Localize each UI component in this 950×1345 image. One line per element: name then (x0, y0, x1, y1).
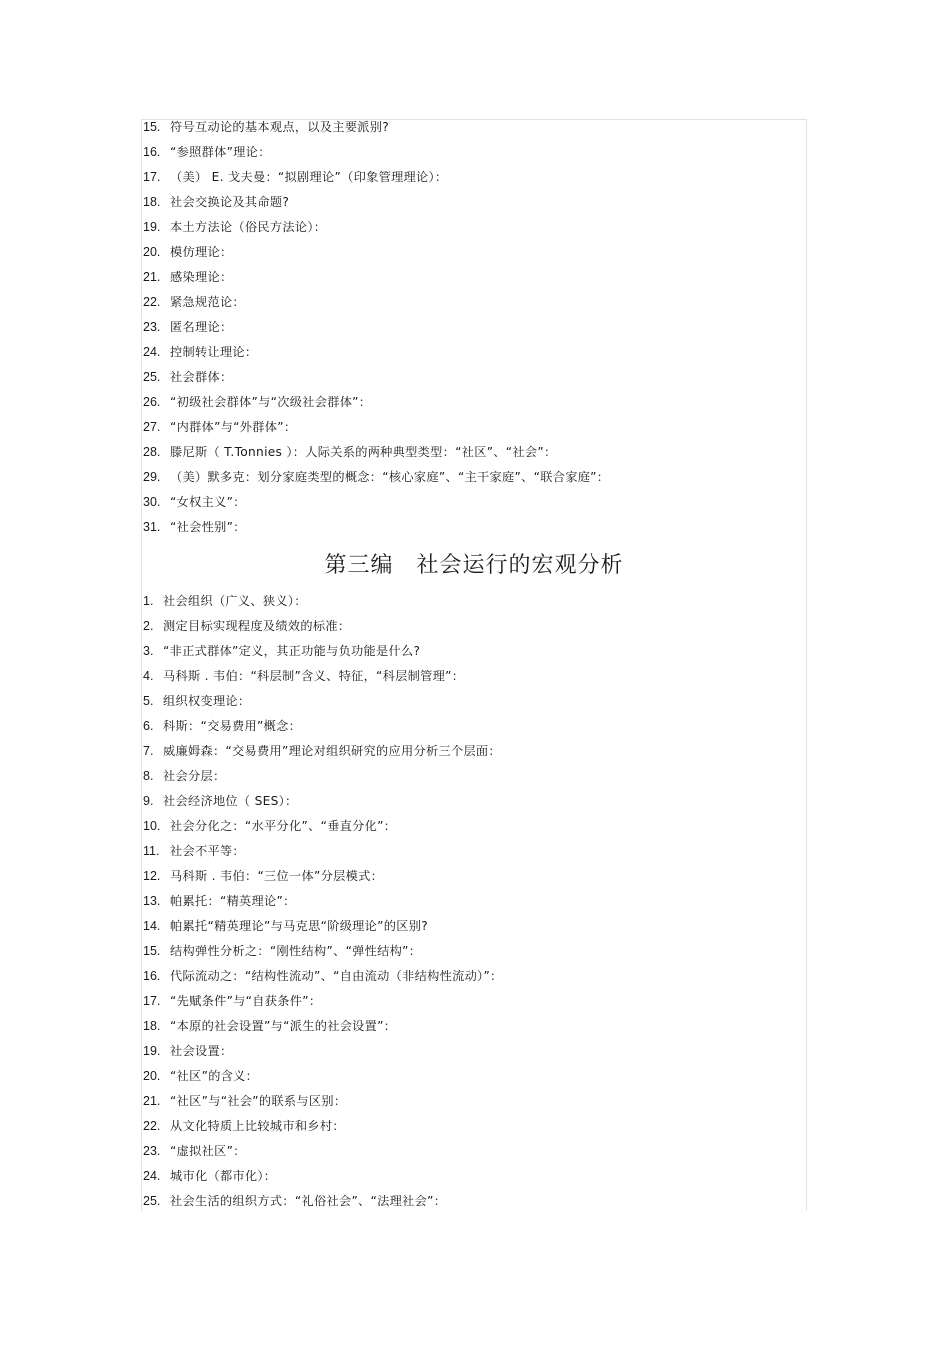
list-item (143, 518, 609, 543)
question-list-part-3 (143, 592, 503, 1217)
item-text: 匿名理论： (170, 320, 233, 334)
list-item (143, 1142, 503, 1167)
list-item (143, 1167, 503, 1192)
item-text: “参照群体”理论： (170, 145, 271, 159)
item-number: 16. (143, 969, 161, 983)
item-number: 24. (143, 1169, 161, 1183)
item-number: 15. (143, 944, 161, 958)
list-item (143, 143, 609, 168)
item-number: 7. (143, 744, 154, 758)
list-item (143, 393, 609, 418)
list-item (143, 218, 609, 243)
item-text: “社会性别”： (170, 520, 246, 534)
item-text: 社会设置： (170, 1044, 233, 1058)
list-item (143, 992, 503, 1017)
item-number: 17. (143, 994, 161, 1008)
item-text: 社会分化之：“水平分化”、“垂直分化”： (170, 819, 397, 833)
item-number: 25. (143, 370, 161, 384)
list-item (143, 168, 609, 193)
item-text: “内群体”与“外群体”： (170, 420, 297, 434)
list-item (143, 118, 609, 143)
list-item (143, 817, 503, 842)
list-item (143, 1017, 503, 1042)
list-item (143, 368, 609, 393)
item-text: 从文化特质上比较城市和乡村： (170, 1119, 345, 1133)
list-item (143, 243, 609, 268)
item-number: 17. (143, 170, 161, 184)
item-number: 6. (143, 719, 154, 733)
item-text: 马科斯 . 韦伯：“科层制”含义、特征，“科层制管理”： (163, 669, 465, 683)
list-item (143, 967, 503, 992)
item-text: 社会不平等： (170, 844, 245, 858)
item-number: 20. (143, 245, 161, 259)
section-heading: 第三编 社会运行的宏观分析 (324, 553, 624, 578)
item-number: 20. (143, 1069, 161, 1083)
list-item (143, 343, 609, 368)
item-text: 代际流动之：“结构性流动”、“自由流动（非结构性流动）”： (170, 969, 503, 983)
item-text: 滕尼斯（ T.Tonnies ）：人际关系的两种典型类型：“社区”、“社会”： (170, 445, 557, 459)
item-number: 12. (143, 869, 161, 883)
item-text: 帕累托“精英理论”与马克思“阶级理论”的区别? (170, 919, 428, 933)
list-item (143, 717, 503, 742)
list-item (143, 443, 609, 468)
item-number: 27. (143, 420, 161, 434)
item-number: 24. (143, 345, 161, 359)
item-number: 23. (143, 1144, 161, 1158)
list-item (143, 1067, 503, 1092)
item-text: 测定目标实现程度及绩效的标准： (163, 619, 351, 633)
item-number: 14. (143, 919, 161, 933)
item-text: “初级社会群体”与“次级社会群体”： (170, 395, 372, 409)
list-item (143, 692, 503, 717)
item-text: 组织权变理论： (163, 694, 251, 708)
item-number: 26. (143, 395, 161, 409)
item-number: 25. (143, 1194, 161, 1208)
item-text: 社会分层： (163, 769, 226, 783)
item-number: 19. (143, 1044, 161, 1058)
list-item (143, 842, 503, 867)
item-number: 11. (143, 844, 160, 858)
item-text: 控制转让理论： (170, 345, 258, 359)
item-text: 本土方法论（俗民方法论）： (170, 220, 327, 234)
question-list-part-2 (143, 118, 609, 543)
list-item (143, 867, 503, 892)
item-number: 15. (143, 120, 161, 134)
item-number: 9. (143, 794, 154, 808)
item-text: “女权主义”： (170, 495, 246, 509)
item-number: 28. (143, 445, 161, 459)
item-text: 社会交换论及其命题? (170, 195, 290, 209)
list-item (143, 617, 503, 642)
item-number: 18. (143, 1019, 161, 1033)
item-text: “社区”与“社会”的联系与区别： (170, 1094, 347, 1108)
list-item (143, 942, 503, 967)
item-text: “虚拟社区”： (170, 1144, 246, 1158)
item-number: 19. (143, 220, 161, 234)
list-item (143, 1092, 503, 1117)
list-item (143, 592, 503, 617)
list-item (143, 268, 609, 293)
item-text: 紧急规范论： (170, 295, 245, 309)
list-item (143, 293, 609, 318)
item-number: 16. (143, 145, 161, 159)
item-text: （美） E. 戈夫曼：“拟剧理论”（印象管理理论）： (170, 170, 448, 184)
list-item (143, 1042, 503, 1067)
list-item (143, 742, 503, 767)
item-text: 社会生活的组织方式：“礼俗社会”、“法理社会”： (170, 1194, 447, 1208)
item-number: 18. (143, 195, 161, 209)
list-item (143, 767, 503, 792)
item-text: 马科斯 . 韦伯：“三位一体”分层模式： (170, 869, 384, 883)
item-text: 科斯：“交易费用”概念： (163, 719, 302, 733)
list-item (143, 193, 609, 218)
item-text: 城市化（都市化）： (170, 1169, 277, 1183)
item-text: 模仿理论： (170, 245, 233, 259)
item-text: 感染理论： (170, 270, 233, 284)
item-text: 社会组织（广义、狭义）： (163, 594, 307, 608)
item-number: 22. (143, 1119, 161, 1133)
item-text: 威廉姆森：“交易费用”理论对组织研究的应用分析三个层面： (163, 744, 501, 758)
item-number: 2. (143, 619, 154, 633)
item-number: 1. (143, 594, 154, 608)
list-item (143, 917, 503, 942)
list-item (143, 1192, 503, 1217)
item-number: 8. (143, 769, 154, 783)
item-number: 22. (143, 295, 161, 309)
item-number: 4. (143, 669, 154, 683)
list-item (143, 418, 609, 443)
item-number: 31. (143, 520, 161, 534)
list-item (143, 792, 503, 817)
item-number: 13. (143, 894, 161, 908)
item-text: 社会群体： (170, 370, 233, 384)
item-text: 符号互动论的基本观点，以及主要派别? (170, 120, 390, 134)
item-number: 30. (143, 495, 161, 509)
list-item (143, 1117, 503, 1142)
item-text: “本原的社会设置”与“派生的社会设置”： (170, 1019, 397, 1033)
item-text: 帕累托：“精英理论”： (170, 894, 296, 908)
item-text: （美）默多克：划分家庭类型的概念：“核心家庭”、“主干家庭”、“联合家庭”： (170, 470, 610, 484)
item-number: 21. (143, 1094, 161, 1108)
list-item (143, 892, 503, 917)
list-item (143, 468, 609, 493)
item-number: 29. (143, 470, 161, 484)
item-number: 3. (143, 644, 154, 658)
item-text: 结构弹性分析之：“刚性结构”、“弹性结构”： (170, 944, 422, 958)
list-item (143, 318, 609, 343)
list-item (143, 493, 609, 518)
item-text: “先赋条件”与“自获条件”： (170, 994, 322, 1008)
item-text: “社区”的含义： (170, 1069, 259, 1083)
item-text: “非正式群体”定义，其正功能与负功能是什么? (163, 644, 421, 658)
item-number: 21. (143, 270, 161, 284)
item-number: 23. (143, 320, 161, 334)
item-number: 5. (143, 694, 154, 708)
item-text: 社会经济地位（ SES）： (163, 794, 298, 808)
list-item (143, 642, 503, 667)
list-item (143, 667, 503, 692)
item-number: 10. (143, 819, 161, 833)
